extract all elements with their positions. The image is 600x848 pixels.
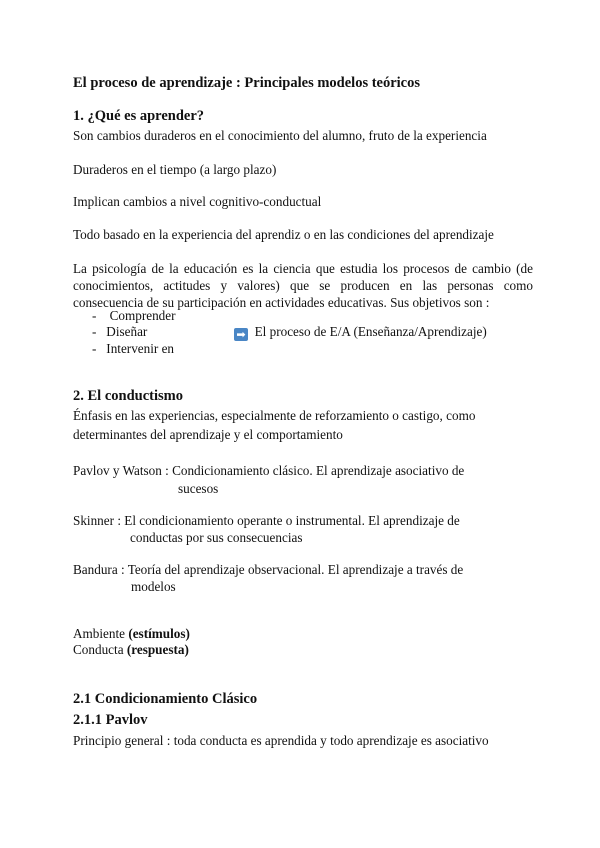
section-1-paragraph: Duraderos en el tiempo (a largo plazo) — [73, 162, 277, 177]
section-2-1-heading: 2.1 Condicionamiento Clásico — [73, 691, 258, 707]
section-1-heading: 1. ¿Qué es aprender? — [73, 108, 205, 124]
arrow-note-text: El proceso de E/A (Enseñanza/Aprendizaje) — [254, 324, 487, 339]
bullet-item: - Comprender — [92, 308, 176, 323]
bullet-item-label: Comprender — [109, 308, 176, 323]
section-2-1-1-paragraph: Principio general : toda conducta es aprendida y todo aprendizaje es asociativo — [73, 733, 489, 748]
arrow-note — [234, 324, 487, 341]
document-title: El proceso de aprendizaje : Principales modelos teóricos — [73, 75, 421, 91]
section-2-heading: 2. El conductismo — [73, 388, 183, 404]
section-2-paragraph: determinantes del aprendizaje y el comportamiento — [73, 427, 343, 442]
conducta-label: Conducta — [73, 642, 127, 657]
pavlov-entry-cont: sucesos — [178, 481, 219, 496]
bullet-item: - Diseñar — [92, 324, 148, 339]
skinner-entry: Skinner : El condicionamiento operante o instrumental. El aprendizaje de — [73, 513, 460, 528]
bullet-item: - Intervenir en — [92, 341, 175, 356]
skinner-entry-cont: conductas por sus consecuencias — [130, 530, 303, 545]
conducta-bold: (respuesta) — [126, 642, 189, 657]
section-2-1-1-heading: 2.1.1 Pavlov — [73, 712, 148, 728]
section-1-paragraph: Todo basado en la experiencia del aprendiz o en las condiciones del aprendizaje — [73, 227, 494, 242]
bandura-entry-cont: modelos — [131, 579, 176, 594]
ambiente-line — [73, 626, 190, 642]
ambiente-label: Ambiente — [73, 626, 129, 641]
pavlov-entry: Pavlov y Watson : Condicionamiento clásico. El aprendizaje asociativo de — [73, 463, 465, 478]
section-1-paragraph: La psicología de la educación es la ciencia que estudia los procesos de cambio (de conocimientos, actitudes y valores) que se producen en las personas como consecuencia de su participación en actividades educativas. Sus objetivos son : — [73, 261, 533, 310]
bandura-entry: Bandura : Teoría del aprendizaje observacional. El aprendizaje a través de — [73, 562, 464, 577]
section-2-paragraph: Énfasis en las experiencias, especialmente de reforzamiento o castigo, como — [73, 408, 476, 423]
section-1-paragraph: Son cambios duraderos en el conocimiento del alumno, fruto de la experiencia — [73, 128, 487, 143]
right-arrow-icon: ➡ — [234, 328, 248, 341]
bullet-item-label: Intervenir en — [106, 341, 175, 356]
bullet-item-label: Diseñar — [106, 324, 148, 339]
section-1-paragraph: Implican cambios a nivel cognitivo-conductual — [73, 194, 322, 209]
ambiente-bold: (estímulos) — [128, 626, 190, 641]
conducta-line — [73, 642, 189, 658]
